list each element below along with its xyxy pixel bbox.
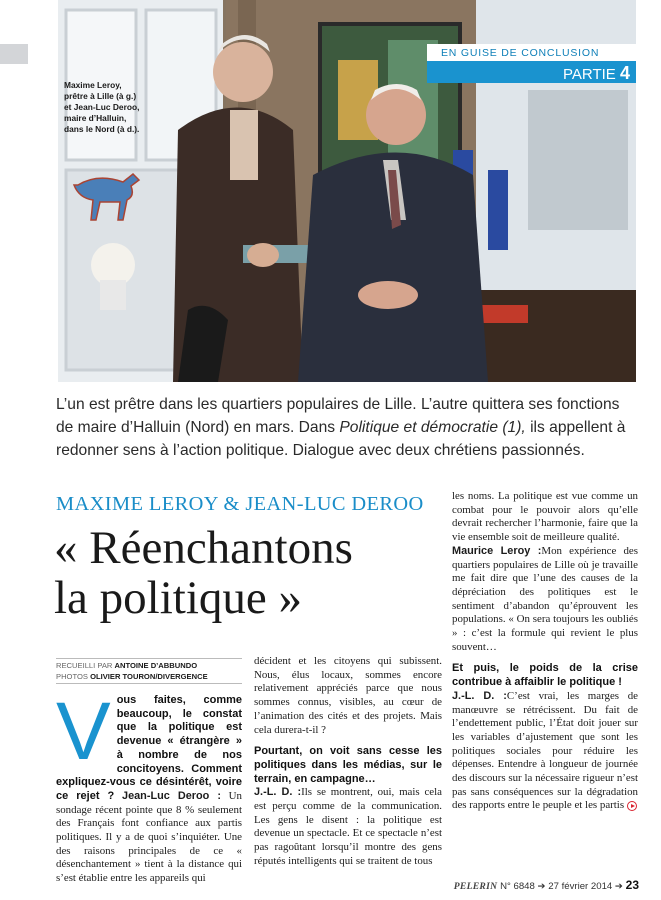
paragraph [254,786,442,868]
caption-line: dans le Nord (à d.). [64,124,140,134]
credit-prefix: PHOTOS [56,672,88,681]
paragraph [452,545,638,655]
answer-text: les noms. La politique est vue comme un combat pour le pouvoir alors qu’elle devrait rechercher l’harmonie, faire que la vie ensemble soit de meilleure qualité. [452,490,638,544]
section-top-label: EN GUISE DE CONCLUSION [427,44,636,61]
corner-tab [0,44,28,64]
question-3: Et puis, le poids de la crise contribue à affaiblir le politique ! [452,662,638,689]
question-2: Pourtant, on voit sans cesse les politiques dans les médias, sur le terrain, en campagne… [254,745,442,785]
footer-arrow: ➔ [537,881,546,892]
article-column-3 [452,490,638,813]
lead-part-2: ils appellent à redonner sens à l’action politique. Dialogue avec deux chrétiens passionnés. [56,419,626,459]
article-credits [56,658,242,684]
article-lead [56,393,640,462]
caption-line: maire d’Halluin, [64,113,127,123]
answer-text: décident et les citoyens qui subissent. Nous, élus locaux, sommes encore relativement appréciés parce que nous sommes connus, visibles, au cœur de l’animation des cités et des projets. Mais cela durera-t-il ? [254,655,442,736]
speaker-name: J.-L. D. : [254,786,302,799]
issue-date: 27 février 2014 [548,881,613,892]
caption-line: Maxime Leroy, [64,80,122,90]
credit-name: OLIVIER TOURON/DIVERGENCE [90,672,208,681]
photo-caption [64,80,164,135]
answer-text: Ils se montrent, oui, mais cela est perçu comme de la communication. Les gens le disent : la politique est devenue un spectacle. Et ce spectacle n’est pas ragoûtant lorsqu’il montre des gens réputés intelligents qui se traitent de tous [254,786,442,867]
speaker-name: J.-L. D. : [452,689,507,702]
paragraph [452,490,638,545]
section-label [427,44,636,84]
continue-arrow-icon [627,801,637,811]
credit-name: ANTOINE D’ABBUNDO [114,661,198,670]
caption-line: et Jean-Luc Deroo, [64,102,140,112]
book-title: Politique et démocratie (1), [339,419,526,436]
footer-arrow: ➔ [614,881,623,892]
speaker-name: Maurice Leroy : [452,544,542,557]
speaker-name: Jean-Luc Deroo : [122,789,221,802]
article-headline [54,523,454,623]
credit-prefix: RECUEILLI PAR [56,661,113,670]
headline-line-2: la politique » [54,572,303,624]
part-label-text: PARTIE [563,66,616,83]
part-number: 4 [619,63,630,83]
article-column-1 [56,686,242,886]
page-footer [454,878,639,892]
lead-part-1: L’un est prêtre dans les quartiers populaires de Lille. L’autre quittera ses fonctions de maire d’Halluin (Nord) en mars. Dans [56,396,620,436]
paragraph [254,655,442,737]
article-column-2 [254,655,442,869]
answer-text: Mon expérience des quartiers populaires de Lille où je travaille me fait dire que l’une des causes de la dépréciation des politiques est le sentiment d’abandon qu’éprouvent les populations. « On sera toujours les oubliés » : c’est la formule qui revient le plus souvent… [452,544,638,653]
paragraph [452,690,638,813]
answer-text: Un sondage récent pointe que 8 % seulement des Français font confiance aux partis politiques. Il y a de quoi s’inquiéter. Une des raisons principales de ce « désenchantement » tient à la distance qui s’est établie entre les appareils qui [56,789,242,885]
question-1: ous faites, comme beaucoup, le constat que la politique est devenue « étrangère » à nombre de nos concitoyens. Comment expliquez-vous ce désintérêt, voire ce rejet ? [56,694,242,802]
dropcap: V [56,686,111,777]
caption-line: prêtre à Lille (à g.) [64,91,137,101]
credit-photos [56,671,242,682]
answer-text: C’est vrai, les marges de manœuvre se rétrécissent. Du fait de l’endettement public, l’État doit jouer sur les variables d’ajustement que sont les politiques sociales pour réduire les dépenses. Entendre à longueur de journée des discours sur la nécessaire rigueur n’est pas sans conséquences sur la dégradation des rapports entre le peuple et les partis [452,689,638,812]
issue-number: N° 6848 [500,881,535,892]
article-kicker: MAXIME LEROY & JEAN-LUC DEROO [56,493,424,515]
section-part-label [427,61,636,83]
headline-line-1: « Réenchantons [54,522,353,574]
paragraph [254,745,442,786]
paragraph [452,662,638,689]
credit-collected [56,660,242,671]
page-number: 23 [625,878,639,892]
magazine-brand: PELERIN [453,881,498,892]
